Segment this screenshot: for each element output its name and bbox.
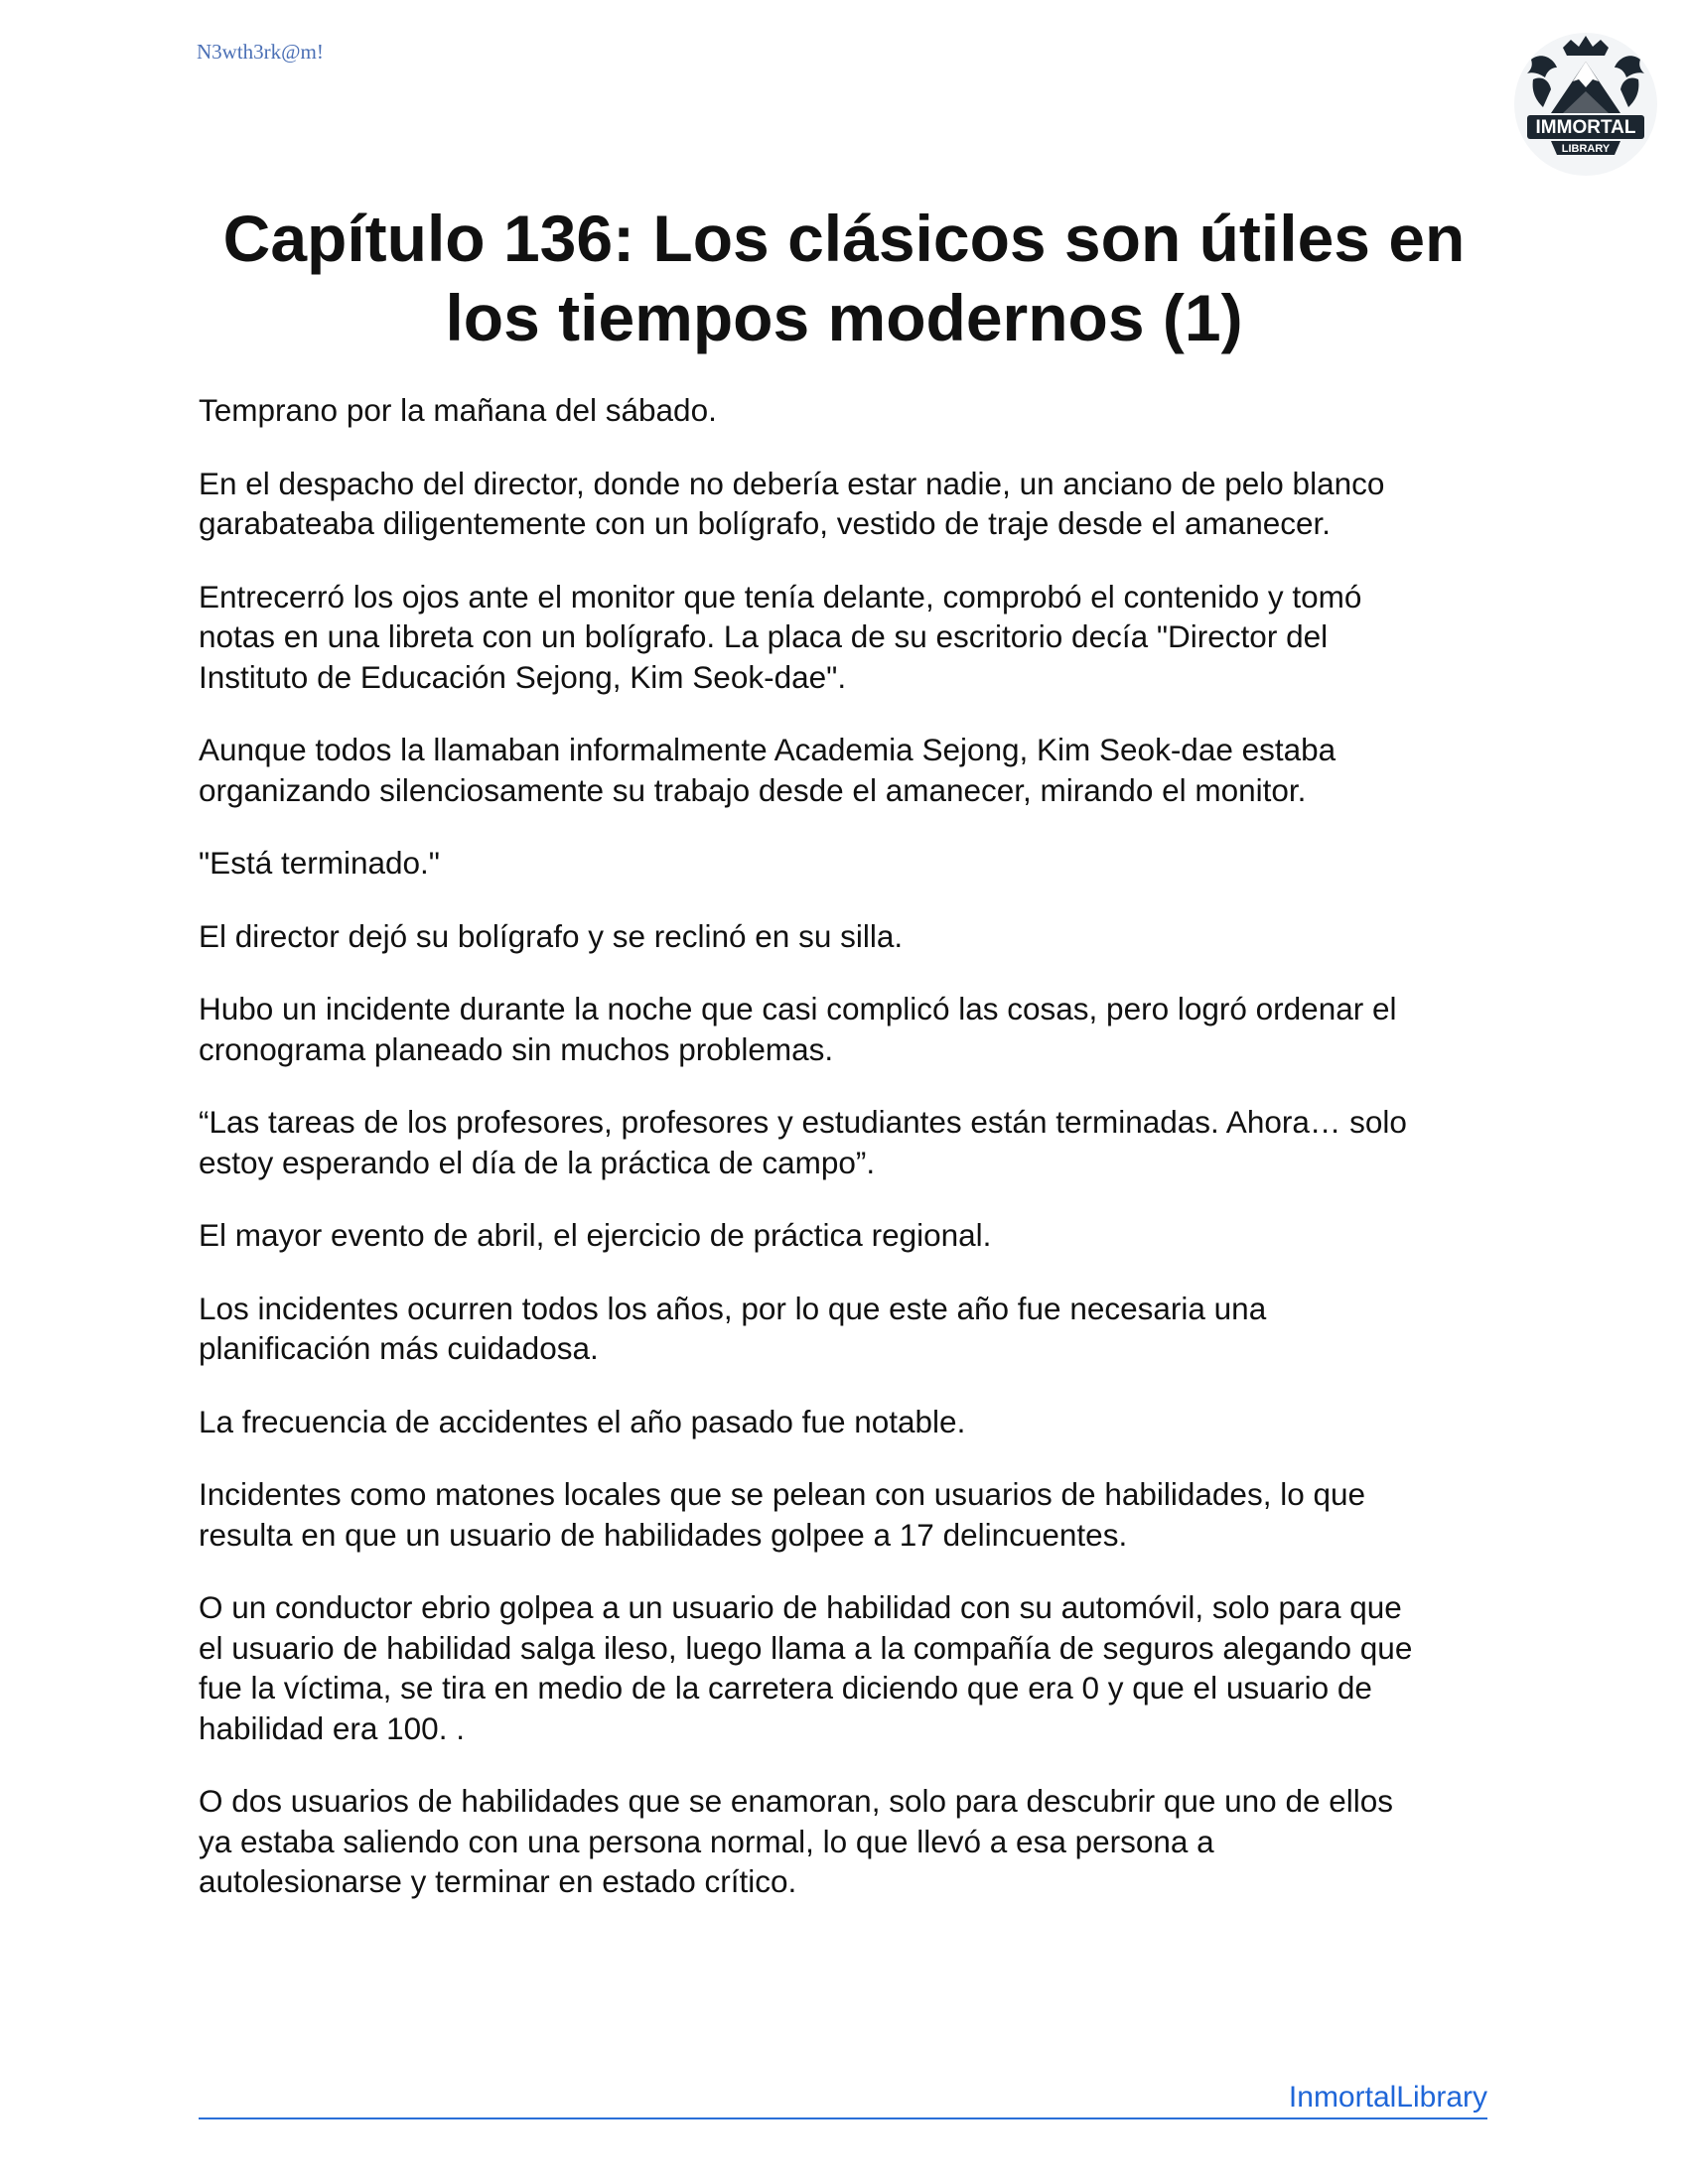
paragraph: El director dejó su bolígrafo y se reclinó en su silla. (199, 917, 904, 954)
paragraph: En el despacho del director, donde no debería estar nadie, un anciano de pelo blanco garabateaba diligentemente con un bolígrafo, vestido de traje desde el amanecer. (199, 465, 1385, 541)
logo-text-immortal: IMMORTAL (1535, 117, 1636, 138)
paragraph: Aunque todos la llamaban informalmente Academia Sejong, Kim Seok-dae estaba organizando silenciosamente su trabajo desde el amanecer, mirando el monitor. (199, 732, 1336, 808)
paragraph: Los incidentes ocurren todos los años, por lo que este año fue necesaria una planificación más cuidadosa. (199, 1290, 1267, 1366)
paragraph: El mayor evento de abril, el ejercicio de práctica regional. (199, 1217, 992, 1253)
logo-text-library: LIBRARY (1561, 143, 1611, 155)
paragraph: Entrecerró los ojos ante el monitor que tenía delante, comprobó el contenido y tomó notas en una libreta con un bolígrafo. La placa de su escritorio decía "Director del Instituto de Educación Sejong, Kim Seok-dae". (199, 578, 1362, 695)
paragraph: Incidentes como matones locales que se pelean con usuarios de habilidades, lo que resulta en que un usuario de habilidades golpee a 17 delincuentes. (199, 1476, 1366, 1553)
paragraph: Hubo un incidente durante la noche que casi complicó las cosas, pero logró ordenar el cronograma planeado sin muchos problemas. (199, 991, 1397, 1067)
paragraph: “Las tareas de los profesores, profesores y estudiantes están terminadas. Ahora… solo estoy esperando el día de la práctica de campo”. (199, 1104, 1407, 1180)
paragraph: "Está terminado." (199, 845, 440, 881)
paragraph: La frecuencia de accidentes el año pasado fue notable. (199, 1403, 966, 1439)
immortal-library-logo-icon (1511, 30, 1660, 179)
paragraph: O dos usuarios de habilidades que se enamoran, solo para descubrir que uno de ellos ya estaba saliendo con una persona normal, lo que llevó a esa persona a autolesionarse y terminar en estado crítico. (199, 1783, 1394, 1899)
paragraph: O un conductor ebrio golpea a un usuario de habilidad con su automóvil, solo para que el usuario de habilidad salga ileso, luego llama a la compañía de seguros alegando que fue la víctima, se tira en medio de la carretera diciendo que era 0 y que el usuario de habilidad era 100. . (199, 1589, 1413, 1746)
paragraph: Temprano por la mañana del sábado. (199, 392, 717, 428)
footer-link-inmortallibrary[interactable]: InmortalLibrary (1288, 2081, 1487, 2114)
chapter-body (199, 390, 1499, 1935)
watermark-text: N3wth3rk@m! (197, 40, 324, 64)
chapter-title: Capítulo 136: Los clásicos son útiles en los tiempos modernos (1) (222, 202, 1466, 354)
footer-rule (199, 2117, 1487, 2119)
